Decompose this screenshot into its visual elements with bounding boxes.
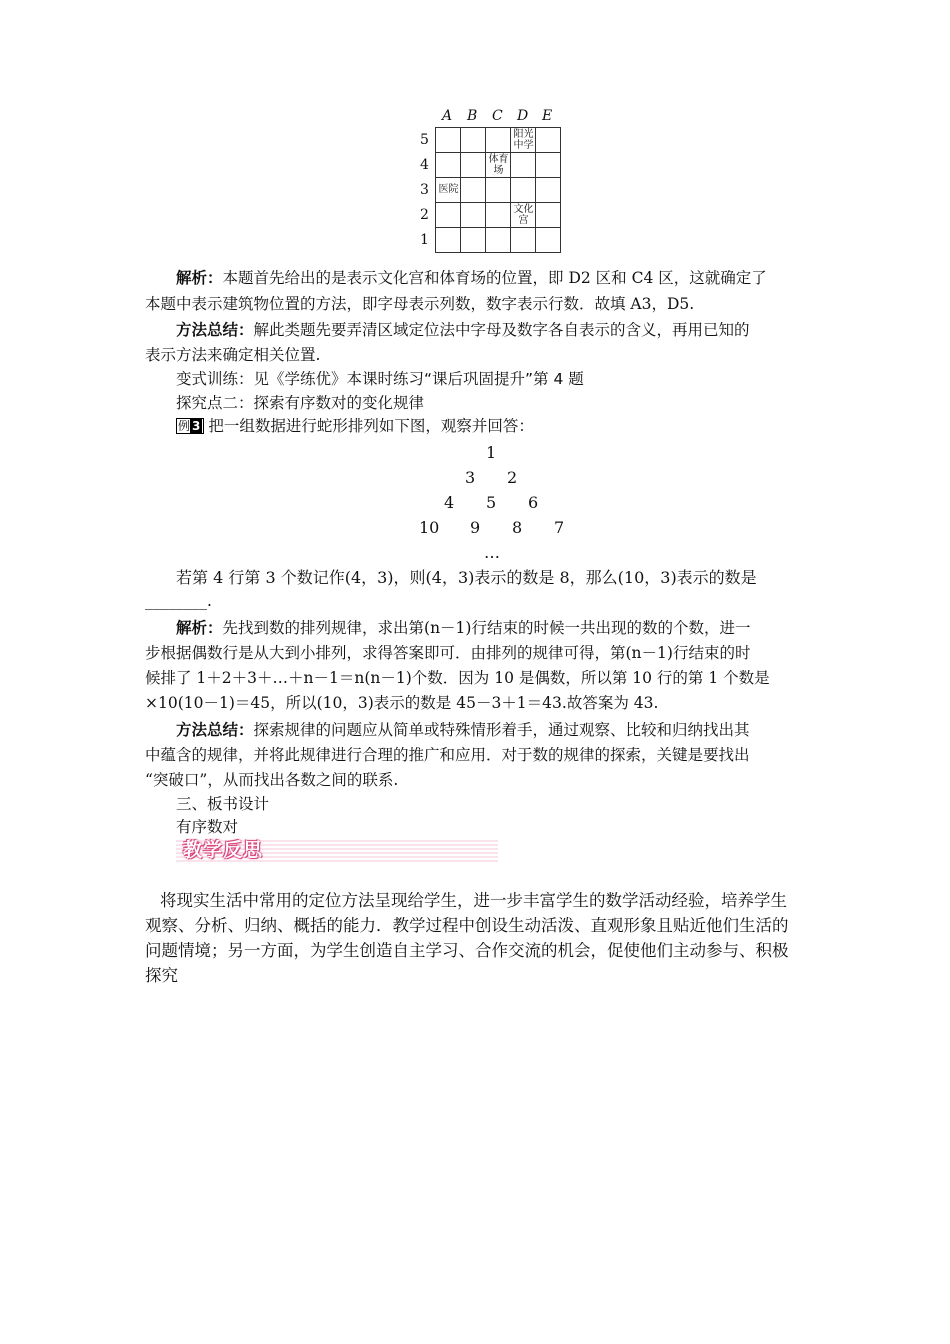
board-title: 有序数对: [176, 818, 239, 836]
snake-r2-2: 2: [507, 468, 518, 487]
reflection-line4: 探究: [145, 966, 178, 985]
example-3: 例 3 把一组数据进行蛇形排列如下图，观察并回答：: [178, 417, 534, 435]
summary2-line3: “突破口”，从而找出各数之间的联系.: [145, 771, 399, 789]
section-board-design: 三、板书设计: [176, 795, 270, 813]
row-label-2: 2: [420, 207, 429, 223]
snake-r2-1: 3: [465, 468, 476, 487]
cell-culture-palace: 文化 宫: [513, 204, 534, 226]
summary2-line1: 方法总结：探索规律的问题应从简单或特殊情形着手，通过观察、比较和归纳找出其: [176, 721, 750, 739]
reflection-title: 教学反思: [183, 839, 264, 861]
snake-r4-1: 10: [419, 518, 440, 537]
summary2-label: 方法总结：: [176, 721, 254, 739]
analysis1-label: 解析：: [176, 269, 223, 287]
summary2-line2: 中蕴含的规律，并将此规律进行合理的推广和应用．对于数的规律的探索，关键是要找出: [145, 746, 750, 764]
cell-school: 阳光 中学: [513, 129, 534, 151]
row-label-3: 3: [420, 182, 429, 198]
summary1-line1: 方法总结：解此类题先要弄清区域定位法中字母及数字各自表示的含义，再用已知的: [176, 321, 750, 339]
reflection-line1: 将现实生活中常用的定位方法呈现给学生，进一步丰富学生的数学活动经验，培养学生: [160, 891, 787, 910]
snake-r1-1: 1: [486, 443, 497, 462]
row-label-1: 1: [420, 232, 429, 248]
col-label-b: B: [467, 108, 478, 124]
reflection-line3: 问题情境；另一方面，为学生创造自主学习、合作交流的机会，促使他们主动参与、积极: [145, 941, 789, 960]
snake-r4-3: 8: [512, 518, 523, 537]
col-label-a: A: [442, 108, 453, 124]
location-grid-figure: [420, 108, 570, 253]
analysis2-line3: 候排了 1＋2＋3＋…＋n－1＝n(n－1)个数．因为 10 是偶数，所以第 10 行的第 1 个数是: [145, 669, 770, 687]
analysis2-line1: 解析：先找到数的排列规律，求出第(n－1)行结束的时候一共出现的数的个数，进一: [176, 619, 751, 637]
snake-r4-4: 7: [554, 518, 565, 537]
snake-ellipsis: …: [484, 543, 500, 562]
row-label-4: 4: [420, 157, 429, 173]
col-label-c: C: [492, 108, 503, 124]
row-label-5: 5: [420, 132, 429, 148]
reflection-line2: 观察、分析、归纳、概括的能力．教学过程中创设生动活泼、直观形象且贴近他们生活的: [145, 916, 789, 935]
analysis1-line1: 解析：本题首先给出的是表示文化宫和体育场的位置，即 D2 区和 C4 区，这就确定了: [176, 269, 767, 287]
analysis2-line2: 步根据偶数行是从大到小排列，求得答案即可．由排列的规律可得，第(n－1)行结束的时: [145, 644, 751, 662]
snake-r3-3: 6: [528, 493, 539, 512]
cell-stadium: 体育 场: [488, 154, 509, 176]
snake-r3-2: 5: [486, 493, 497, 512]
question-line1: 若第 4 行第 3 个数记作(4，3)，则(4，3)表示的数是 8，那么(10，3)表示的数是: [176, 568, 757, 587]
analysis2-label: 解析：: [176, 619, 223, 637]
snake-r3-1: 4: [444, 493, 455, 512]
analysis1-line2: 本题中表示建筑物位置的方法，即字母表示列数，数字表示行数．故填 A3，D5.: [145, 295, 695, 313]
summary1-line2: 表示方法来确定相关位置.: [145, 346, 321, 364]
col-label-d: D: [517, 108, 529, 124]
example-badge: 例 3: [176, 418, 204, 434]
inquiry-point-2: 探究点二：探索有序数对的变化规律: [176, 394, 425, 412]
question-line2: ________.: [145, 592, 212, 610]
summary1-label: 方法总结：: [176, 321, 254, 339]
analysis2-line4: ×10(10－1)＝45，所以(10，3)表示的数是 45－3＋1＝43.故答案为 43.: [145, 694, 659, 712]
variant-training: 变式训练：见《学练优》本课时练习“课后巩固提升”第 4 题: [176, 370, 584, 388]
cell-hospital: 医院: [438, 184, 459, 195]
snake-r4-2: 9: [470, 518, 481, 537]
col-label-e: E: [542, 108, 553, 124]
